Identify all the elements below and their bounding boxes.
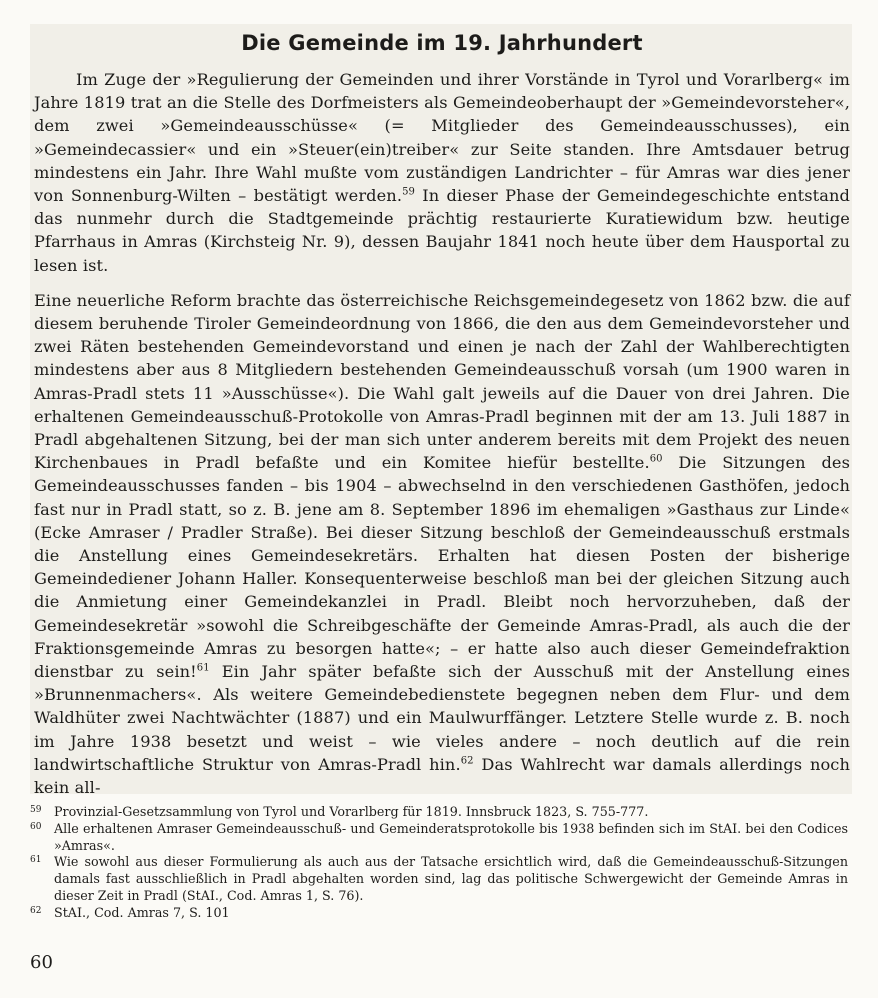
footnote-number: 62 [30, 905, 42, 916]
footnote [30, 821, 848, 855]
footnote [30, 804, 848, 821]
footnotes [30, 804, 848, 922]
paragraph-2-text-d: Das Wahlrecht war damals allerdings noch kein all- [34, 754, 851, 798]
page-body [34, 26, 850, 799]
footnote-text: Wie sowohl aus dieser Formulierung als auch aus der Tatsache ersichtlich wird, daß die Gemeindeausschuß-Sitzungen damals fast ausschließlich in Pradl abgehalten worden sind, lag das politische Schwergewicht der Gemeinde Amras in dieser Zeit in Pradl (StAI., Cod. Amras 1, S. 76). [54, 854, 848, 903]
paragraph-1-text-a: Im Zuge der »Regulierung der Gemeinden und ihrer Vorstände in Tyrol und Vorarlberg« im Jahre 1819 trat an die Stelle des Dorfmeisters als Gemeindeoberhaupt der »Gemeindevorsteher«, dem zwei »Gemeindeausschüsse« (= Mitglieder des Gemeindeausschusses), ein »Gemeindecassier« und ein »Steuer(ein)treiber« zur Seite standen. Ihre Amtsdauer betrug mindestens ein Jahr. Ihre Wahl mußte vom zuständigen Landrichter – für Amras war dies jener von Sonnenburg-Wilten – bestätigt werden. [34, 70, 850, 206]
footnote [30, 905, 848, 922]
footnote-text: Provinzial-Gesetzsammlung von Tyrol und Vorarlberg für 1819. Innsbruck 1823, S. 755-777. [54, 804, 649, 819]
footnote [30, 854, 848, 904]
footnote-text: StAI., Cod. Amras 7, S. 101 [54, 904, 230, 920]
page-number: 60 [30, 952, 53, 973]
paragraph-2-text-a: Eine neuerliche Reform brachte das österreichische Reichsgemeindegesetz von 1862 bzw. die auf diesem beruhende Tiroler Gemeindeordnung von 1866, die den aus dem Gemeindevorsteher und zwei Räten bestehenden Gemeindevorstand und einen je nach der Zahl der Wahlberechtigten mindestens aber aus 8 Mitgliedern bestehenden Gemeindeausschuß vorsah (um 1900 waren in Amras-Pradl stets 11 »Ausschüsse«). Die Wahl galt jeweils auf die Dauer von drei Jahren. Die erhaltenen Gemeindeausschuß-Protokolle von Amras-Pradl beginnen mit der am 13. Juli 1887 in Pradl abgehaltenen Sitzung, bei der man sich unter anderem bereits mit dem Projekt des neuen Kirchenbaues in Pradl befaßte und ein Komitee hiefür bestellte. [34, 290, 850, 473]
paragraph-1 [34, 68, 850, 277]
paragraph-2-text-b: Die Sitzungen des Gemeindeausschusses fanden – bis 1904 – abwechselnd in den verschiedenen Gasthöfen, jedoch fast nur in Pradl statt, so z. B. jene am 8. September 1896 im ehemaligen »Gasthaus zur Linde« (Ecke Amraser / Pradler Straße). Bei dieser Sitzung beschloß der Gemeindeausschuß erstmals die Anstellung eines Gemeindesekretärs. Erhalten hat diesen Posten der bisherige Gemeindediener Johann Haller. Konsequenterweise beschloß man bei der gleichen Sitzung auch die Anmietung einer Gemeindekanzlei in Pradl. Bleibt noch hervorzuheben, daß der Gemeindesekretär »sowohl die Schreibgeschäfte der Gemeinde Amras-Pradl, als auch die der Fraktionsgemeinde Amras zu besorgen hatte«; – er hatte also auch dieser Gemeindefraktion dienstbar zu sein! [34, 453, 850, 682]
footnote-text: Alle erhaltenen Amraser Gemeindeausschuß- und Gemeinderatsprotokolle bis 1938 befinden sich im StAI. bei den Codices »Amras«. [54, 820, 848, 853]
footnote-number: 61 [30, 855, 42, 866]
page-title: Die Gemeinde im 19. Jahrhundert [241, 31, 643, 55]
footnote-number: 60 [30, 821, 42, 832]
footnote-ref-62: 62 [460, 755, 474, 767]
paragraph-2-text-c: Ein Jahr später befaßte sich der Ausschuß mit der Anstellung eines »Brunnenmachers«. Als weitere Gemeindebedienstete begegnen neben dem Flur- und dem Waldhüter zwei Nachtwächter (1887) und ein Maulwurffänger. Letztere Stelle wurde z. B. noch im Jahre 1938 besetzt und weist – wie vieles andere – noch deutlich auf die rein landwirtschaftliche Struktur von Amras-Pradl hin. [34, 662, 850, 774]
footnote-ref-61: 61 [196, 662, 210, 674]
footnote-ref-59: 59 [402, 186, 416, 198]
footnote-number: 59 [30, 805, 42, 815]
footnote-ref-60: 60 [649, 453, 663, 465]
paragraph-1-text-b: In dieser Phase der Gemeindegeschichte entstand das nunmehr durch die Stadtgemeinde prächtig restaurierte Kuratiewidum bzw. heutige Pfarrhaus in Amras (Kirchsteig Nr. 9), dessen Baujahr 1841 noch heute über dem Hausportal zu lesen ist. [34, 186, 850, 275]
paragraph-2 [34, 289, 850, 799]
